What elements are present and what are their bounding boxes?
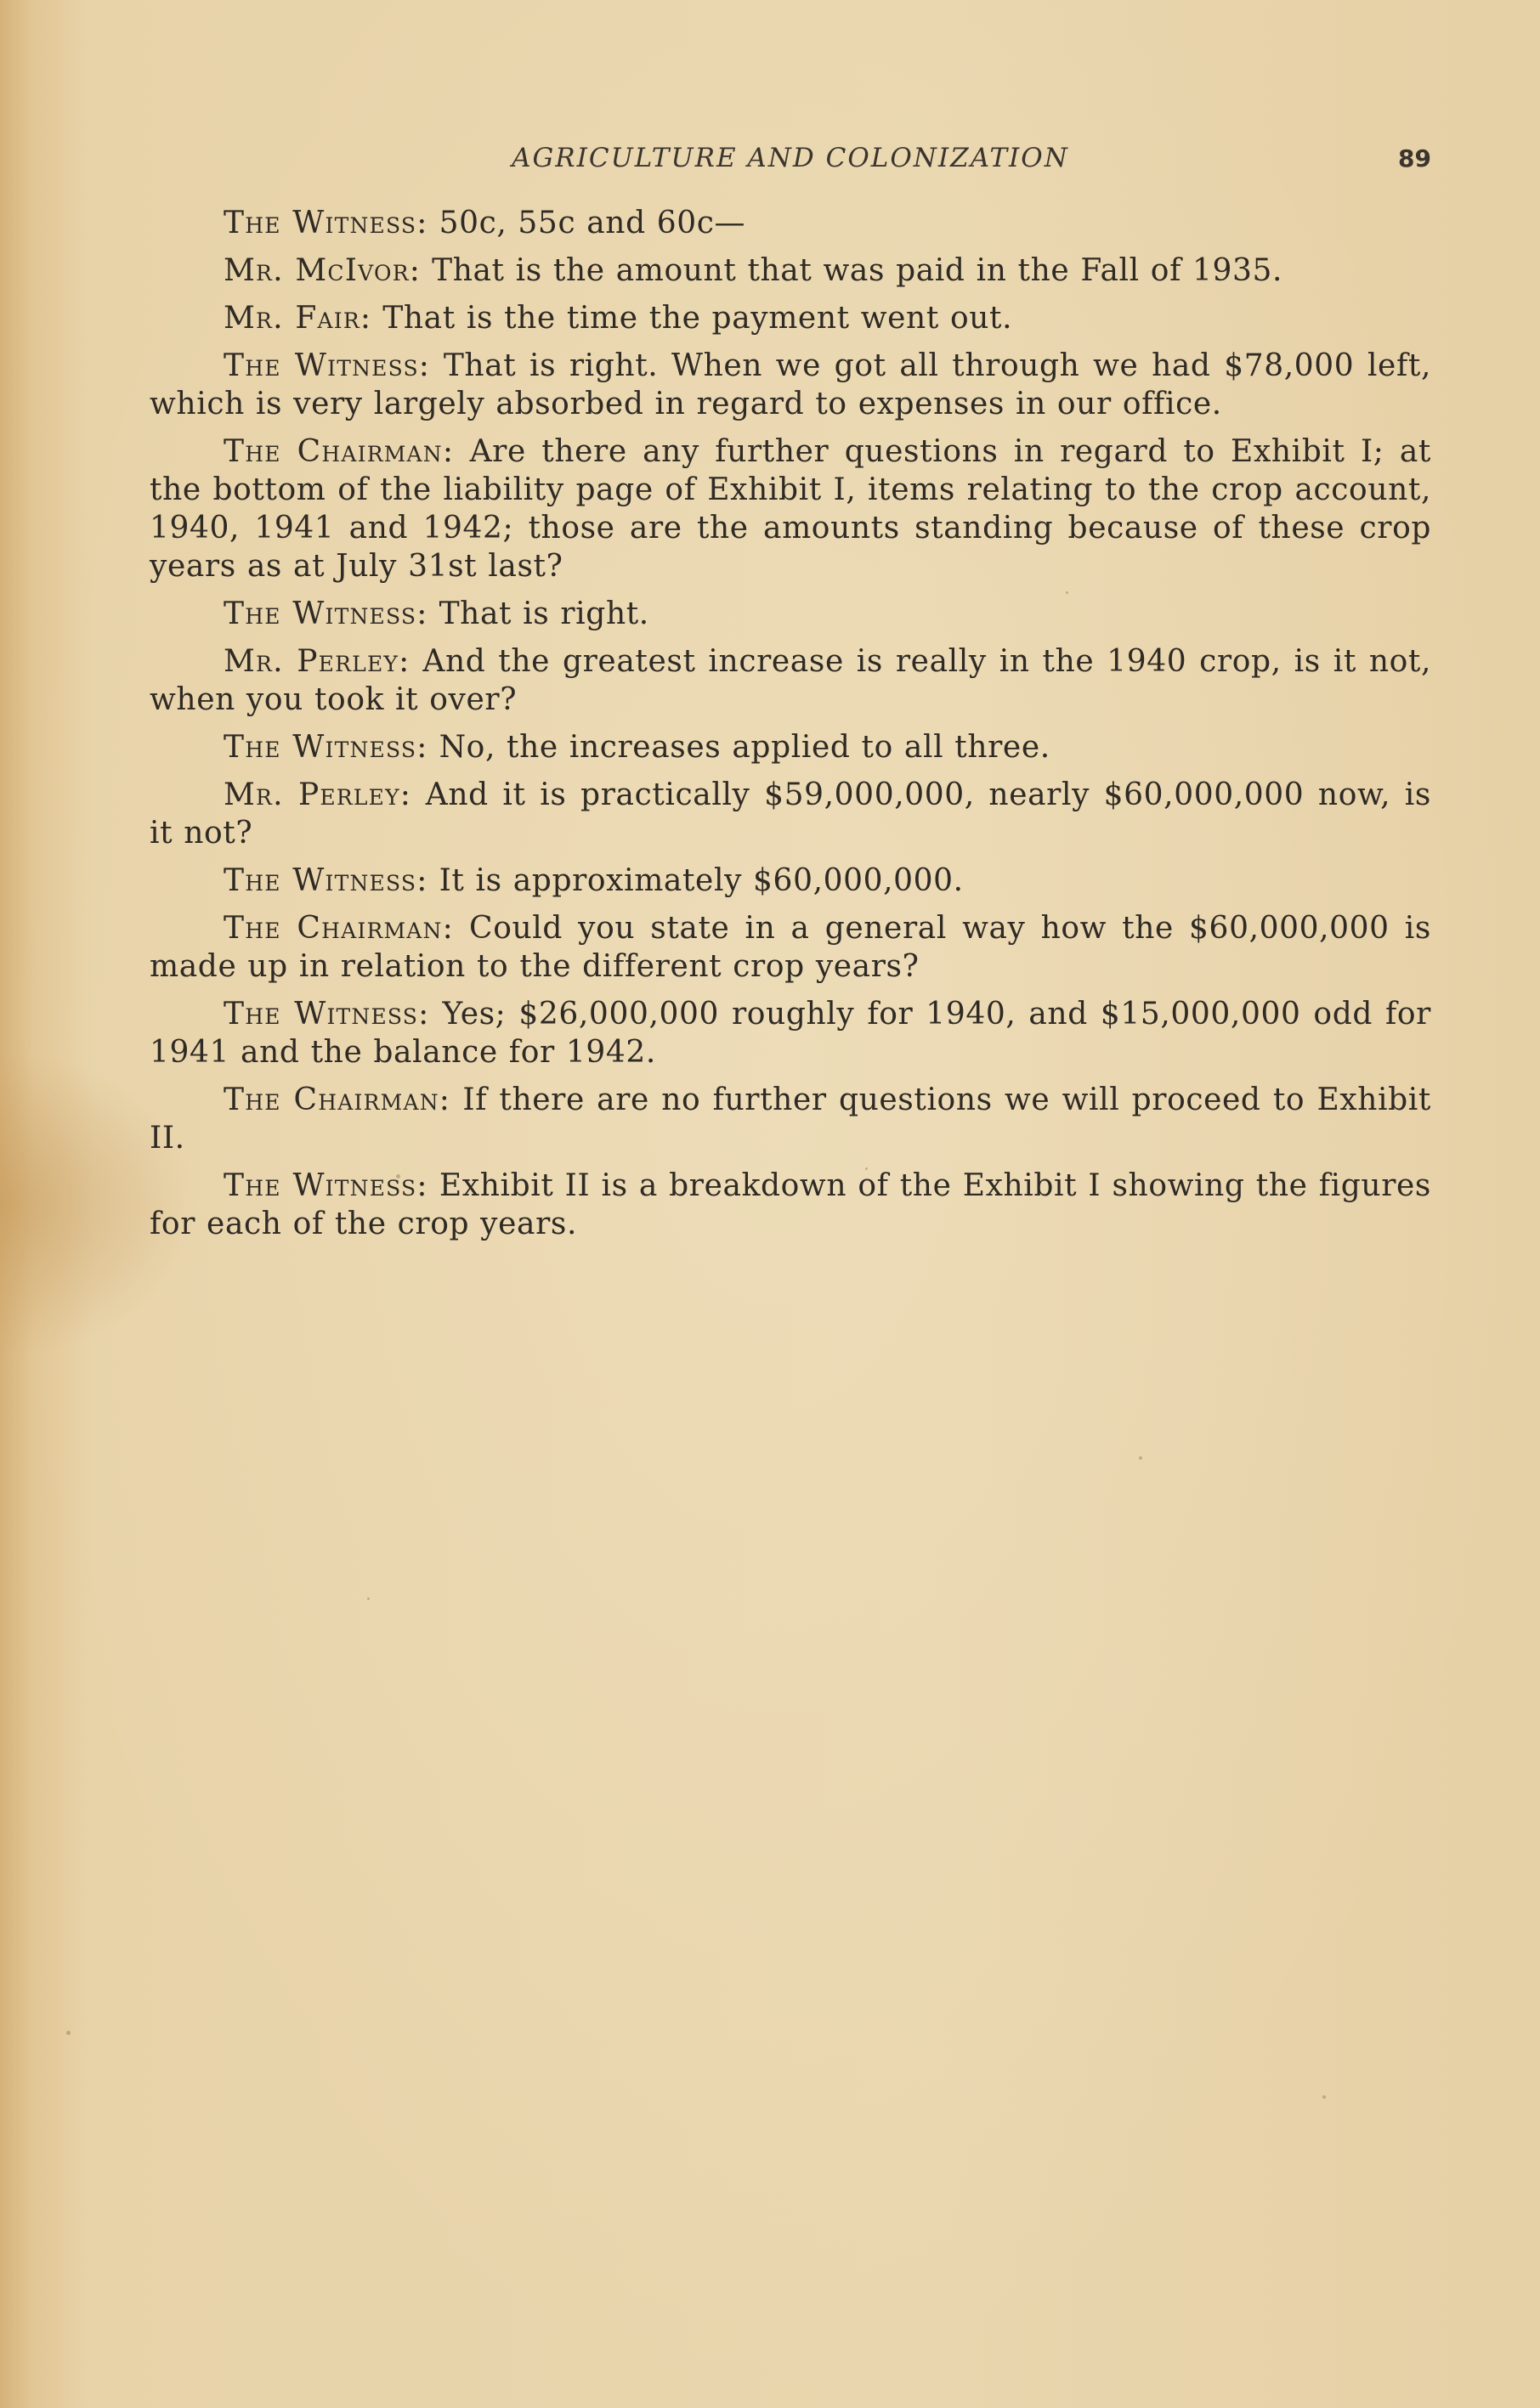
speaker-label: The Witness: [224, 1168, 428, 1203]
running-title: AGRICULTURE AND COLONIZATION [512, 143, 1069, 173]
paragraph-text: Exhibit II is a breakdown of the Exhibit I showing the figures for each of the crop years. [150, 1168, 1431, 1241]
speaker-label: The Chairman: [224, 1082, 451, 1117]
paragraph-text: And it is practically $59,000,000, nearly $60,000,000 now, is it not? [150, 777, 1431, 851]
speaker-label: The Chairman: [224, 434, 455, 469]
paragraph-text: No, the increases applied to all three. [427, 730, 1050, 765]
paragraph-text: Yes; $26,000,000 roughly for 1940, and $15,000,000 odd for 1941 and the balance for 1942. [150, 997, 1431, 1070]
speaker-label: The Witness: [224, 997, 430, 1032]
paragraph [150, 1081, 1431, 1157]
paragraph [150, 595, 1431, 633]
paragraph-text: That is right. [427, 596, 649, 631]
speaker-label: The Witness: [224, 206, 428, 240]
running-head [150, 136, 1431, 178]
paragraph [150, 432, 1431, 585]
paragraph [150, 995, 1431, 1071]
paragraph [150, 1167, 1431, 1243]
paragraph [150, 728, 1431, 766]
paragraph [150, 299, 1431, 337]
speaker-label: Mr. Perley: [224, 644, 410, 679]
paragraph-text: That is the time the payment went out. [371, 301, 1013, 336]
paper-speck [367, 1597, 370, 1600]
paragraph-text: If there are no further questions we will proceed to Exhibit II. [150, 1082, 1431, 1156]
paragraph-text: And the greatest increase is really in the 1940 crop, is it not, when you took it over? [150, 644, 1431, 717]
paragraph-text: 50c, 55c and 60c— [427, 206, 746, 240]
paper-speck [396, 1174, 400, 1179]
paragraph [150, 776, 1431, 852]
paper-speck [66, 2031, 71, 2035]
speaker-label: Mr. McIvor: [224, 253, 422, 288]
speaker-label: Mr. Fair: [224, 301, 372, 336]
paragraph-text: That is the amount that was paid in the Fall of 1935. [421, 253, 1283, 288]
body-text [150, 204, 1431, 1252]
paper-speck [1066, 591, 1068, 594]
speaker-label: Mr. Perley: [224, 777, 412, 812]
paper-speck [1322, 2095, 1326, 2099]
paragraph [150, 204, 1431, 242]
speaker-label: The Witness: [224, 730, 428, 765]
paper-speck [865, 1167, 868, 1170]
paragraph [150, 252, 1431, 290]
paragraph-text: Are there any further questions in regard to Exhibit I; at the bottom of the liability page of Exhibit I, items relating to the crop account, 1940, 1941 and 1942; those are the amounts standing because of these crop years as at July 31st last? [150, 434, 1431, 584]
speaker-label: The Witness: [224, 596, 428, 631]
paragraph-text: That is right. When we got all through we had $78,000 left, which is very largely absorbed in regard to expenses in our office. [150, 348, 1431, 421]
paragraph-text: It is approximately $60,000,000. [427, 863, 964, 898]
speaker-label: The Witness: [224, 348, 431, 383]
paragraph [150, 862, 1431, 900]
paragraph [150, 909, 1431, 986]
speaker-label: The Witness: [224, 863, 428, 898]
paragraph [150, 642, 1431, 719]
speaker-label: The Chairman: [224, 911, 454, 946]
paragraph-text: Could you state in a general way how the $60,000,000 is made up in relation to the different crop years? [150, 911, 1431, 984]
page-number: 89 [1398, 144, 1431, 172]
paragraph [150, 347, 1431, 423]
paper-speck [1139, 1456, 1142, 1460]
